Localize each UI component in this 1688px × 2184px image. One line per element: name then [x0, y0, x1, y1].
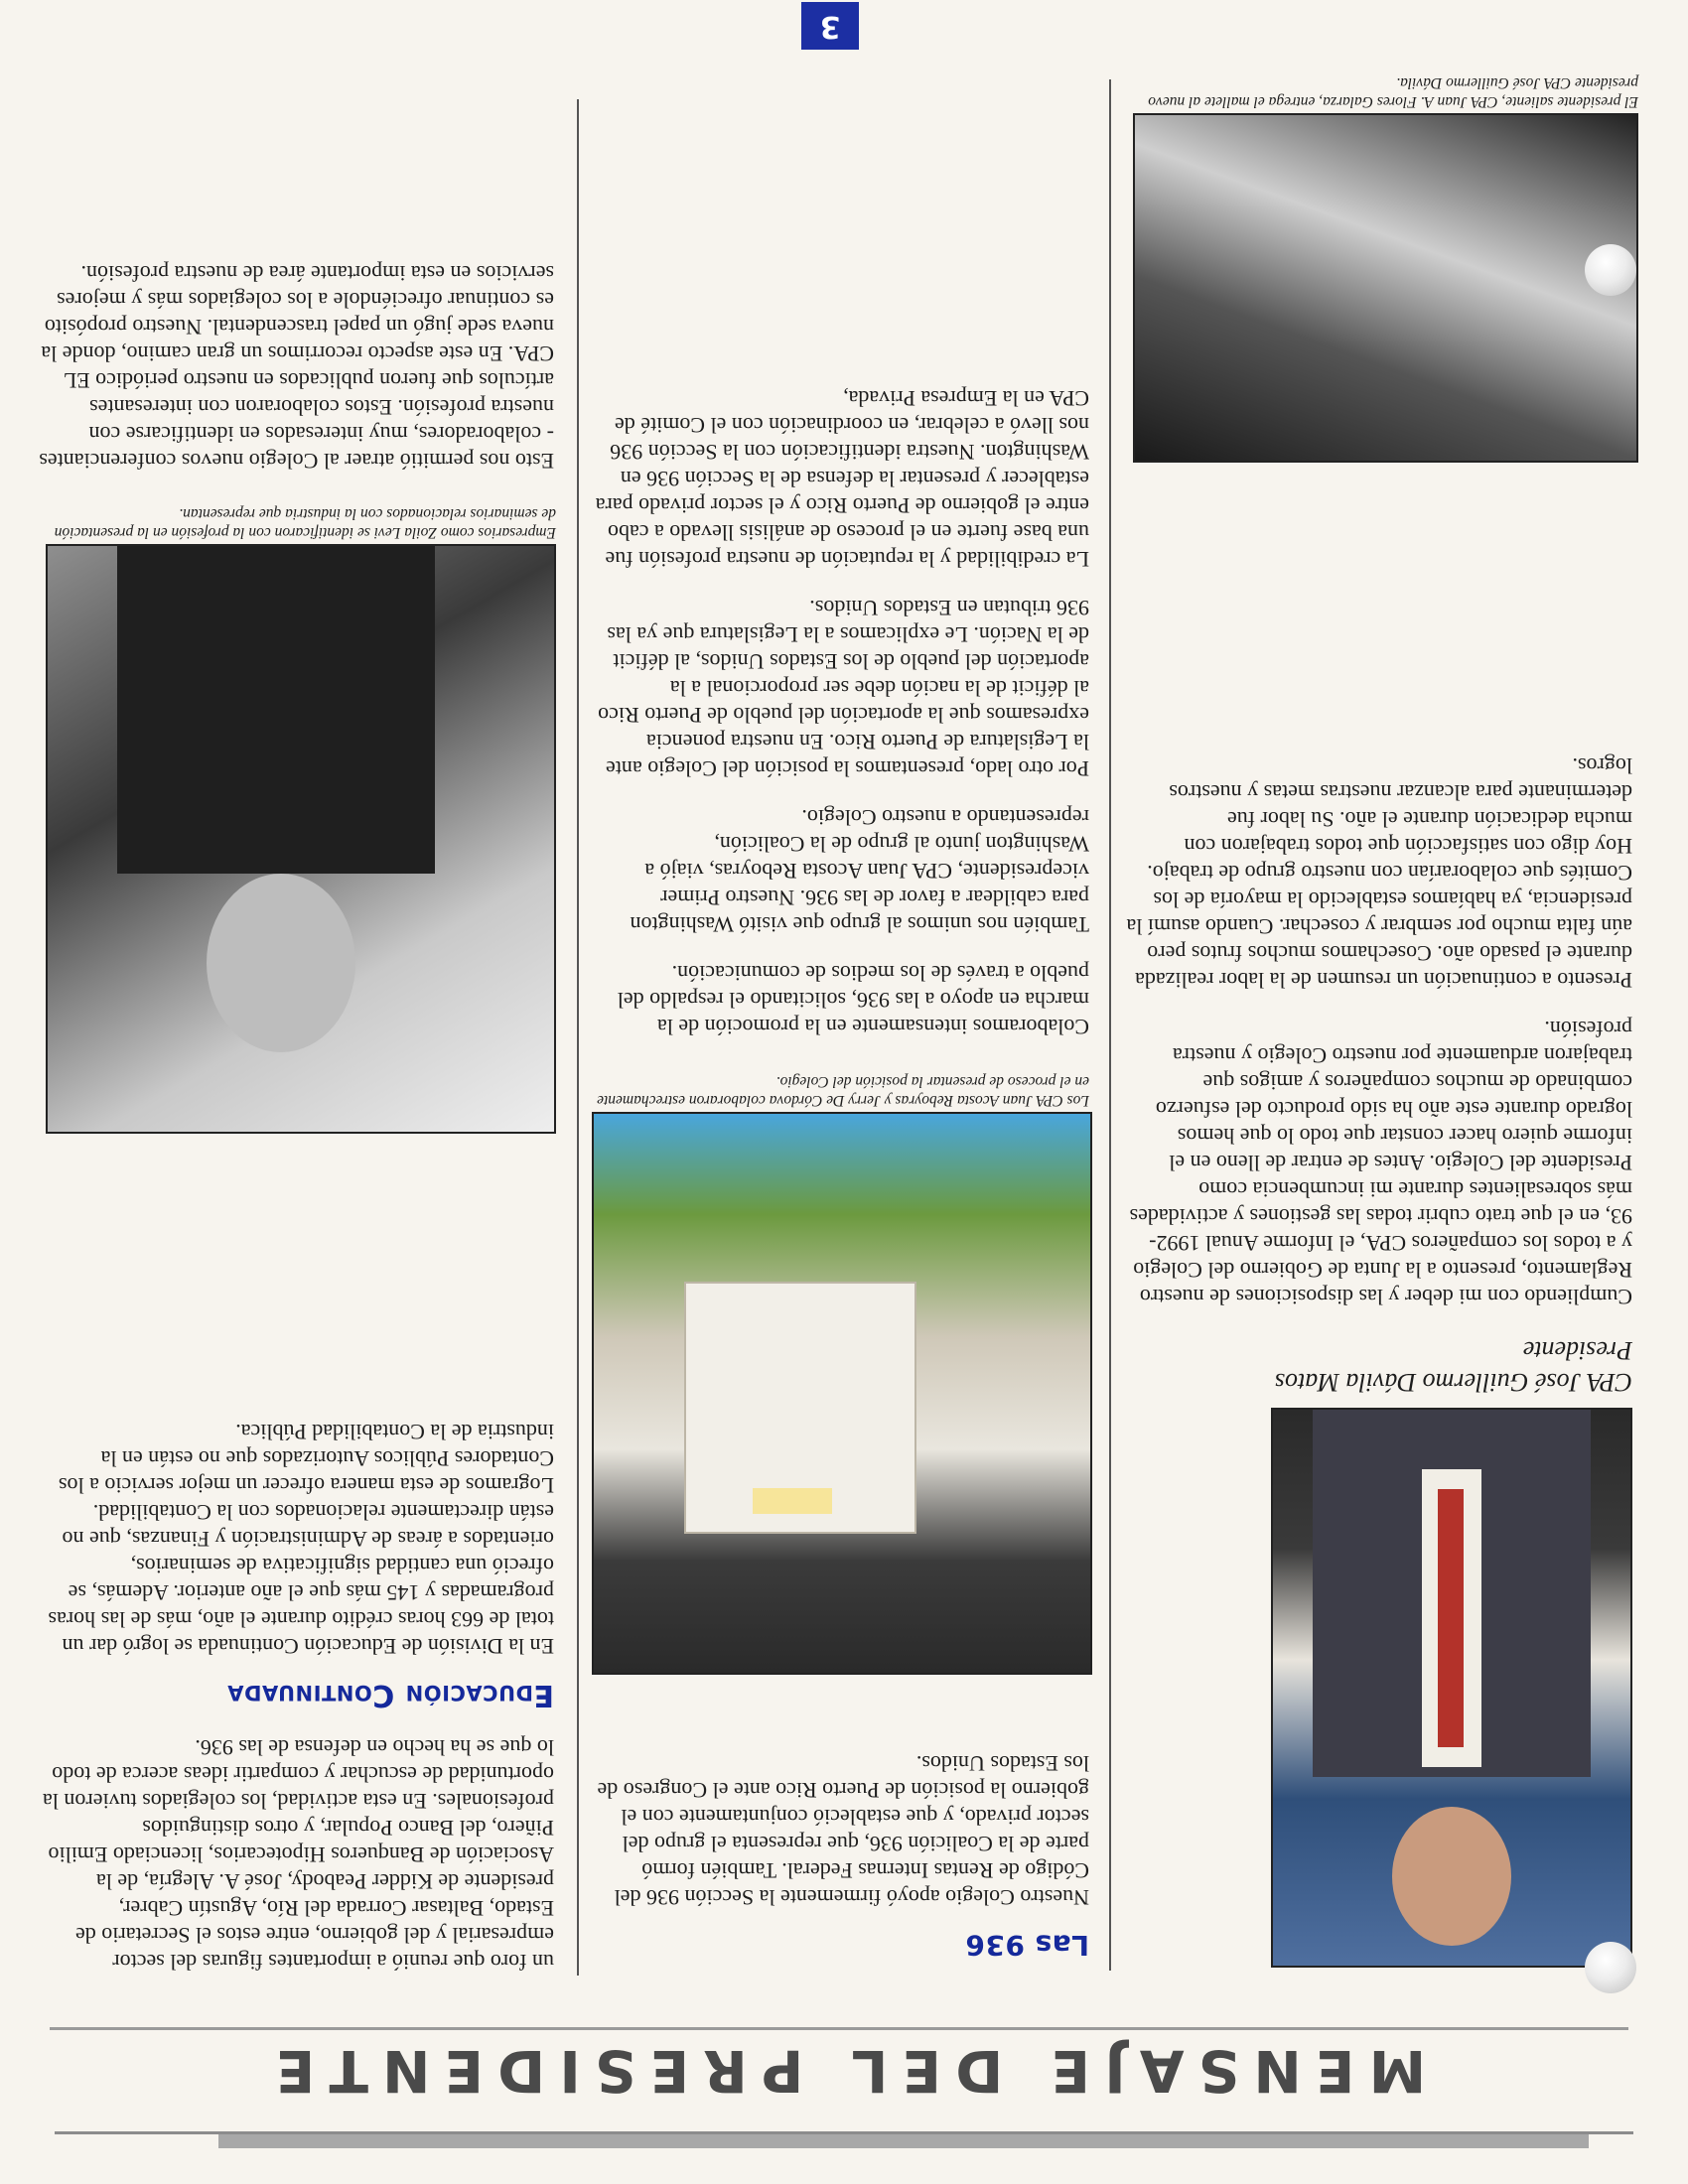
paragraph: Por otro lado, presentamos la posición del Colegio ante la Legislatura de Puerto Rico. En nuestra ponencia expresamos que la aportación del pueblo de Puerto Rico al déficit de la nación debe ser proporcional a la aportación del pueblo de los Estados Unidos, al déficit de la Nación. Le explicamos a la Legislatura que ya las 936 tributan en Estados Unidos. — [598, 596, 1089, 781]
paragraph: un foro que reunió a importantes figuras del sector empresarial y del gobierno, entre estos el Secretario de Estado, Baltasar Corrada del Río, Agustín Cabrer, presidente de Kidder Peabody, José A. Alegría, de la Asociación de Banqueros Hipotecarios, licenciado Emilio Piñero, del Banco Popular, y otros distinguidos profesionales. En esta actividad, los colegiados tuvieron la oportunidad de escuchar y compartir ideas acerca de todo lo que se ha hecho en defensa de las 936. — [42, 1735, 554, 1975]
president-name: CPA José Guillermo Dávila Matos — [1274, 1368, 1632, 1397]
paragraph: La credibilidad y la reputación de nuestra profesión fue una base fuerte en el proceso de análisis llevado a cabo entre el gobierno de Puerto Rico y el sector privado para establecer y presentar la defensa de la Sección 936 en Washington. Nuestra identificación con la Sección 936 nos llevó a celebrar, en coordinación con el Comité de CPA en la Empresa Privada, — [595, 386, 1089, 572]
column-divider-right — [577, 99, 579, 1976]
paragraph: Esto nos permitió atraer al Colegio nuevos conferenciantes - colaboradores, muy interesados en identificarse con nuestra profesión. Estos colaboraron con interesantes artículos que fueron publicados en nuestro periódico EL CPA. En este aspecto recorrimos un gran camino, donde la nueva sede jugó un papel trascendental. Nuestro propósito es continuar ofreciéndole a los colegiados más y mejores servicios en esta importante área de nuestra profesión. — [39, 261, 554, 474]
president-message-text — [1126, 731, 1632, 1310]
gavel-handover-photo — [1133, 113, 1638, 463]
section-936-top — [593, 1728, 1089, 1976]
section-936-bottom — [593, 363, 1089, 1040]
coalition-taxi-caption: Los CPA Juan Acosta Reboyras y Jerry De Córdova colaboraron estrechamente en el proceso de presentar la posición del Colegio. — [597, 1073, 1089, 1109]
paragraph: Presento a continuación un resumen de la labor realizada durante el pasado año. Cosechamos muchos frutos pero aún falta mucho por sembrar y cosechar. Cuando asumí la presidencia, ya habíamos establecido la mayoría de los Comités que colaborarían con nuestro grupo de trabajo. Hoy digo con satisfacción que todos trabajaron con mucha dedicación durante el año. Su labor fue determinante para alcanzar nuestras metas y nuestros logros. — [1126, 753, 1632, 993]
gavel-handover-caption: El presidente saliente, CPA Juan A. Flores Galarza, entrega el mallete al nuevo presidente CPA José Guillermo Dávila. — [1148, 74, 1638, 110]
header-rule-accent — [218, 2134, 1589, 2148]
column-divider-left — [1109, 79, 1111, 1971]
president-portrait-photo — [1271, 1408, 1632, 1968]
paragraph: En la División de Educación Continuada se logró dar un total de 663 horas crédito durante el año, más de las horas programadas y 145 más que el año anterior. Además, se ofreció una cantidad significativa de seminarios, orientados a áreas de Administración y Finanzas, que no están directamente relacionados con la Contabilidad. Logramos de esta manera ofrecer un mejor servicio a los Contadores Públicos Autorizados que no están en la industria de la Contabilidad Pública. — [48, 1420, 554, 1659]
zoila-levi-photo — [46, 544, 556, 1134]
paragraph: Cumpliendo con mi deber y las disposiciones de nuestro Reglamento, presento a la Junta de Gobierno del Colegio y a todos los compañeros CPA, el Informe Anual 1992-93, en el que trato cubrir todas las gestiones y actividades más sobresalientes durante mi incumbencia como Presidente del Colegio. Antes de entrar de lleno en el informe quiero hacer constar que todo lo que hemos logrado durante este año ha sido producto del esfuerzo combinado de muchos compañeros y amigos que trabajaron arduamente por nuestro Colegio y nuestra profesión. — [1129, 1017, 1632, 1309]
forum-continuation — [38, 1397, 554, 1976]
paragraph: Nuestro Colegio apoyó firmemente la Sección 936 del Código de Rentas Internas Federal. También formó parte de la Coalición 936, que representa el grupo del sector privado, y que estableció conjuntamente con el gobierno la posición de Puerto Rico ante el Congreso de los Estados Unidos. — [597, 1751, 1089, 1910]
page-title: MENSAJE DEL PRESIDENTE — [261, 2037, 1427, 2105]
page-number-badge: 3 — [801, 2, 859, 50]
coalition-taxi-photo — [592, 1112, 1092, 1675]
zoila-levi-caption: Empresarios como Zoila Levi se identificaron con la profesión en la presentación de seminarios relacionados con la industria que representan. — [54, 505, 556, 541]
paragraph: Colaboramos intensamente en la promoción de la marcha en apoyo a las 936, solicitando el respaldo del pueblo a través de los medios de comunicación. — [617, 961, 1089, 1039]
binder-hole-top — [1585, 244, 1636, 296]
header-rule-bottom — [50, 2027, 1628, 2030]
president-title: Presidente — [1522, 1336, 1632, 1365]
paragraph: También nos unimos al grupo que visitó Washington para cabildear a favor de las 936. Nuestro Primer vicepresidente, CPA Juan Acosta Reboyras, viajó a Washington junto al grupo de la Coalición, representando a nuestro Colegio. — [630, 805, 1089, 937]
section-936-heading: Las 936 — [964, 1929, 1089, 1962]
continuing-education-heading: Educación Continuada — [226, 1678, 554, 1712]
binder-hole-bottom — [1585, 1942, 1636, 1993]
continuing-education-bottom — [38, 238, 554, 475]
